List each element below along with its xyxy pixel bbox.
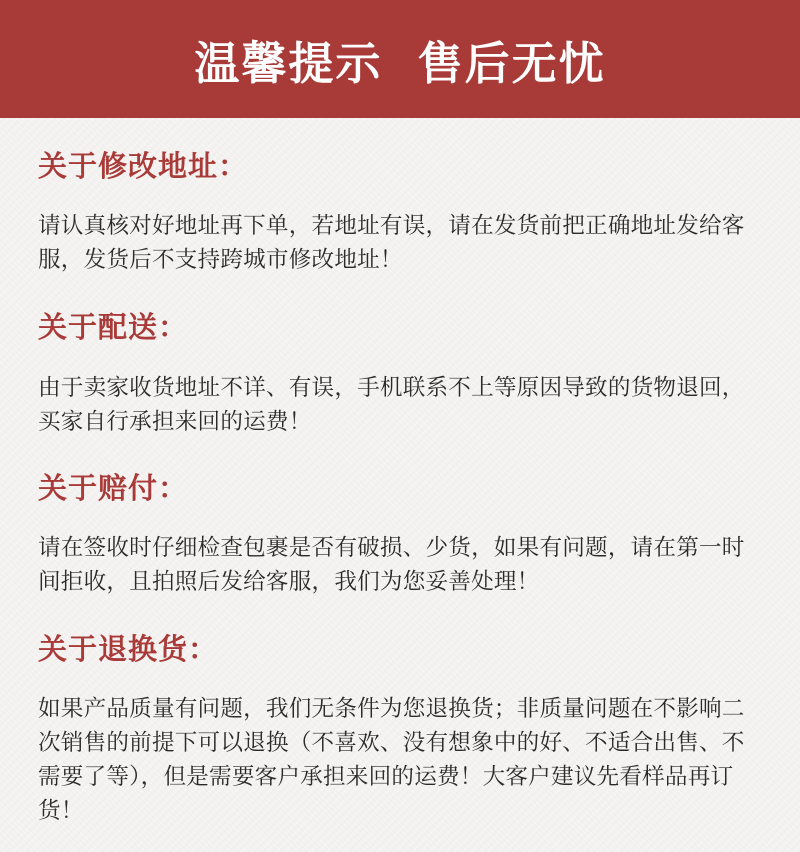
section-heading-delivery: 关于配送： xyxy=(38,310,189,344)
section-body-returns: 如果产品质量有问题，我们无条件为您退换货；非质量问题在不影响二次销售的前提下可以退换（不喜欢、没有想象中的好、不适合出售、不需要了等），但是需要客户承担来回的运费！大客户建议先看样品再订货！ xyxy=(38,696,745,824)
page-title: 温馨提示 售后无忧 xyxy=(194,36,606,90)
section-heading-compensation: 关于赔付： xyxy=(38,471,189,505)
section-heading-address: 关于修改地址： xyxy=(38,149,249,183)
section-body-compensation: 请在签收时仔细检查包裹是否有破损、少货，如果有问题，请在第一时间拒收，且拍照后发给客服，我们为您妥善处理！ xyxy=(38,535,745,595)
section-body-delivery: 由于卖家收货地址不详、有误，手机联系不上等原因导致的货物退回，买家自行承担来回的运费！ xyxy=(38,375,745,435)
header-banner xyxy=(0,0,800,118)
section-heading-returns: 关于退换货： xyxy=(38,632,219,666)
section-body-address: 请认真核对好地址再下单，若地址有误，请在发货前把正确地址发给客服，发货后不支持跨城市修改地址！ xyxy=(38,213,745,273)
